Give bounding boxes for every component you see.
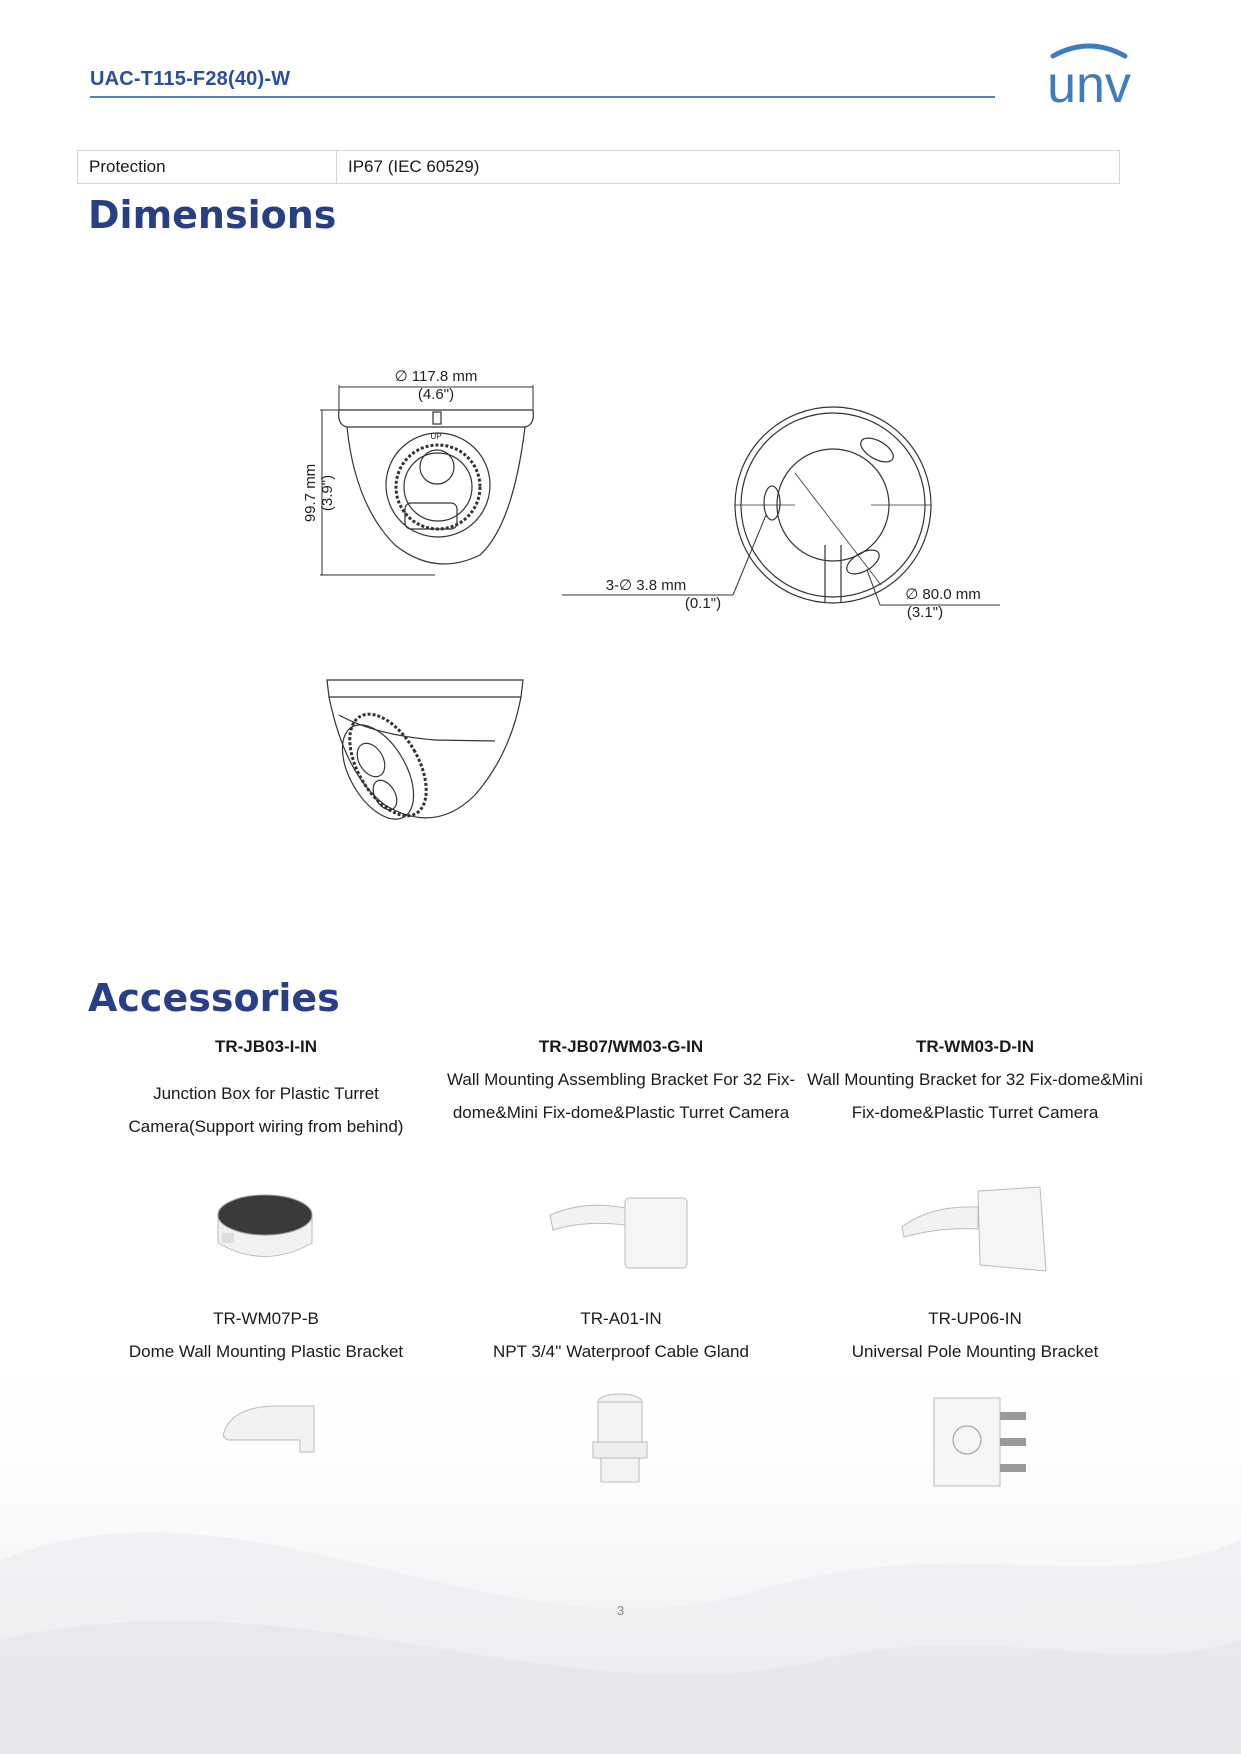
accessory-name: TR-WM07P-B (213, 1309, 319, 1328)
hole-mm-label: 3-∅ 3.8 mm (605, 577, 687, 594)
accessory-item (800, 1302, 1150, 1368)
logo-text: unv (1047, 56, 1131, 112)
wall-bracket-assembling-icon (545, 1190, 695, 1275)
spec-key: Protection (78, 151, 337, 184)
camera-bottom-view (562, 407, 1000, 605)
dome-wall-bracket-icon (222, 1400, 317, 1460)
dimensions-diagram (285, 355, 1015, 875)
accessories-heading: Accessories (88, 976, 340, 1020)
wall-bracket-icon (900, 1185, 1050, 1277)
accessory-item (91, 1302, 441, 1368)
page-number: 3 (616, 1603, 625, 1618)
accessory-name: TR-UP06-IN (928, 1309, 1022, 1328)
accessory-desc: Universal Pole Mounting Bracket (851, 1342, 1099, 1361)
accessory-desc: Junction Box for Plastic Turret Camera(Support wiring from behind) (128, 1084, 404, 1136)
document-model-title: UAC-T115-F28(40)-W (90, 68, 291, 90)
accessory-desc: NPT 3/4'' Waterproof Cable Gland (493, 1342, 749, 1361)
accessory-desc: Wall Mounting Assembling Bracket For 32 Fix-dome&Mini Fix-dome&Plastic Turret Camera (447, 1070, 795, 1122)
camera-side-view (327, 680, 523, 831)
cable-gland-icon (585, 1392, 655, 1487)
accessory-item (800, 1030, 1150, 1129)
accessory-item (446, 1302, 796, 1368)
header-divider (90, 96, 995, 98)
dimensions-heading: Dimensions (88, 193, 337, 237)
accessory-name: TR-JB07/WM03-G-IN (538, 1037, 704, 1056)
accessory-desc: Dome Wall Mounting Plastic Bracket (128, 1342, 404, 1361)
hole-in-label: (0.1") (684, 595, 722, 612)
pole-bracket-icon (930, 1394, 1030, 1490)
accessory-name: TR-WM03-D-IN (915, 1037, 1035, 1056)
accessory-name: TR-JB03-I-IN (214, 1037, 317, 1056)
unv-logo (1025, 42, 1153, 112)
base-in-label: (3.1") (906, 604, 944, 621)
spec-value: IP67 (IEC 60529) (337, 151, 1120, 184)
height-in-label: (3.9") (319, 474, 336, 512)
up-mark-label: UP (430, 432, 442, 441)
accessory-desc: Wall Mounting Bracket for 32 Fix-dome&Mini Fix-dome&Plastic Turret Camera (807, 1070, 1143, 1122)
accessory-item (91, 1030, 441, 1143)
height-mm-label: 99.7 mm (302, 463, 319, 523)
table-row (78, 151, 1120, 184)
junction-box-icon (210, 1185, 320, 1270)
camera-front-view (339, 410, 534, 564)
accessory-name: TR-A01-IN (580, 1309, 662, 1328)
diameter-mm-label: ∅ 117.8 mm (394, 368, 478, 385)
diameter-in-label: (4.6") (417, 386, 455, 403)
base-mm-label: ∅ 80.0 mm (905, 586, 981, 603)
accessory-item (446, 1030, 796, 1129)
spec-table (77, 150, 1120, 184)
